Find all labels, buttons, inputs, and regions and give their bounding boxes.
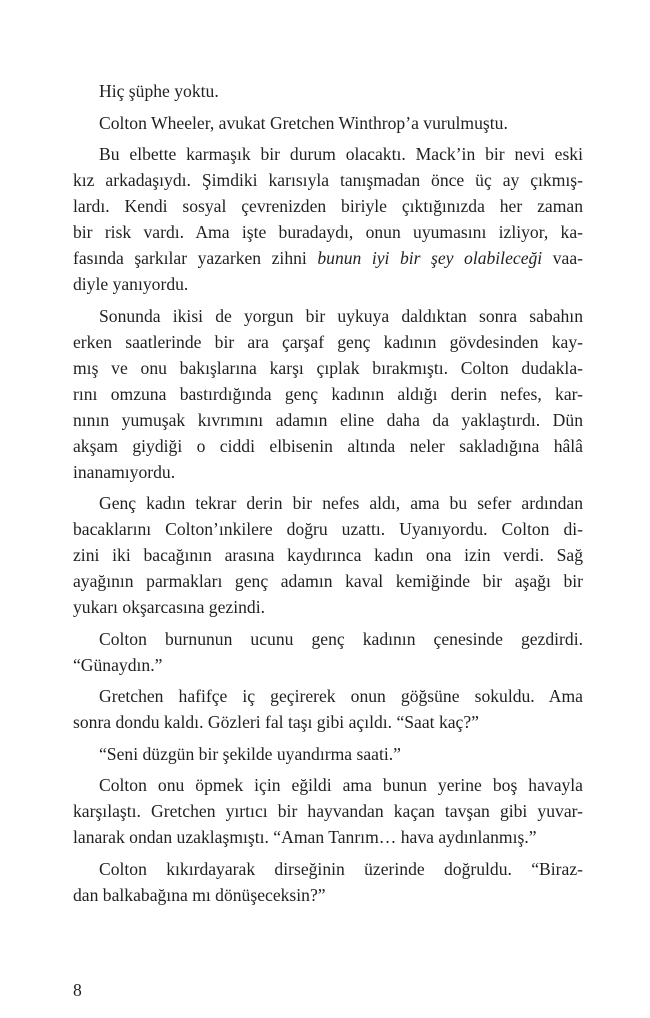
text-line: kız arkadaşıydı. Şimdiki karısıyla tanışmadan önce üç ay çıkmış- [73,170,583,190]
text-line: yukarı okşarcasına gezindi. [73,597,265,617]
page-number: 8 [73,980,82,1000]
text-line: diyle yanıyordu. [73,274,189,294]
text-line: Sonunda ikisi de yorgun bir uykuya daldıktan sonra sabahın [99,305,583,326]
text-line: ayağının parmakları genç adamın kaval kemiğinde bir aşağı bir [73,571,583,591]
text-line: zini iki bacağının arasına kaydırınca kadın ona izin verdi. Sağ [73,545,583,565]
text-line: bir risk vardı. Ama işte buradaydı, onun uyumasını izliyor, ka- [73,222,583,242]
paragraph [73,490,583,620]
paragraph [73,303,583,485]
text-line: “Günaydın.” [73,654,163,675]
text-line: bacaklarını Colton’ınkilere doğru uzattı. Uyanıyordu. Colton di- [73,519,583,539]
text-line: Gretchen hafifçe iç geçirerek onun göğsüne sokuldu. Ama [99,686,583,706]
text-line: mış ve onu bakışlarına karşı çıplak bırakmıştı. Colton dudakla- [73,357,583,378]
text-line: Hiç şüphe yoktu. [99,81,219,101]
text-line: Colton kıkırdayarak dirseğinin üzerinde doğruldu. “Biraz- [99,858,583,879]
text-line [73,245,583,271]
text-line: Colton burnunun ucunu genç kadının çenesinde gezdirdi. [99,628,583,649]
text-line: sonra dondu kaldı. Gözleri fal taşı gibi açıldı. “Saat kaç?” [73,712,479,732]
paragraph [73,110,583,136]
text-line: nının yumuşak kıvrımını adamın eline daha da yaklaştırdı. Dün [73,409,583,430]
text-line: erken saatlerinde bir ara çarşaf genç kadının gövdesinden kay- [73,331,583,352]
text-segment: fasında şarkılar yazarken zihni [73,248,318,268]
paragraph [73,78,583,104]
text-line: lardı. Kendi sosyal çevrenizden biriyle çıktığınızda her zaman [73,196,583,216]
paragraph [73,141,583,297]
book-page-body [73,78,583,913]
text-line: Colton Wheeler, avukat Gretchen Winthrop’a vurulmuştu. [99,112,508,133]
paragraph [73,741,583,767]
text-segment: vaa- [542,248,583,268]
paragraph [73,626,583,678]
text-line: “Seni düzgün bir şekilde uyandırma saati.” [99,743,401,764]
text-line: Genç kadın tekrar derin bir nefes aldı, ama bu sefer ardından [99,493,583,513]
text-line: lanarak ondan uzaklaşmıştı. “Aman Tanrım… hava aydınlanmış.” [73,827,537,847]
text-line: Colton onu öpmek için eğildi ama bunun yerine boş havayla [99,775,583,795]
paragraph [73,856,583,908]
text-line: inanamıyordu. [73,461,176,482]
text-line: akşam giydiği o ciddi elbisenin altında neler sakladığına hâlâ [73,435,583,456]
text-line: dan balkabağına mı dönüşeceksin?” [73,884,326,905]
text-line: karşılaştı. Gretchen yırtıcı bir hayvandan kaçan tavşan gibi yuvar- [73,801,583,821]
text-line: Bu elbette karmaşık bir durum olacaktı. Mack’in bir nevi eski [99,144,583,164]
paragraph [73,772,583,850]
text-line: rını omzuna bastırdığında genç kadının aldığı derin nefes, kar- [73,383,583,404]
paragraph [73,683,583,735]
italic-text: bunun iyi bir şey olabileceği [317,248,543,268]
